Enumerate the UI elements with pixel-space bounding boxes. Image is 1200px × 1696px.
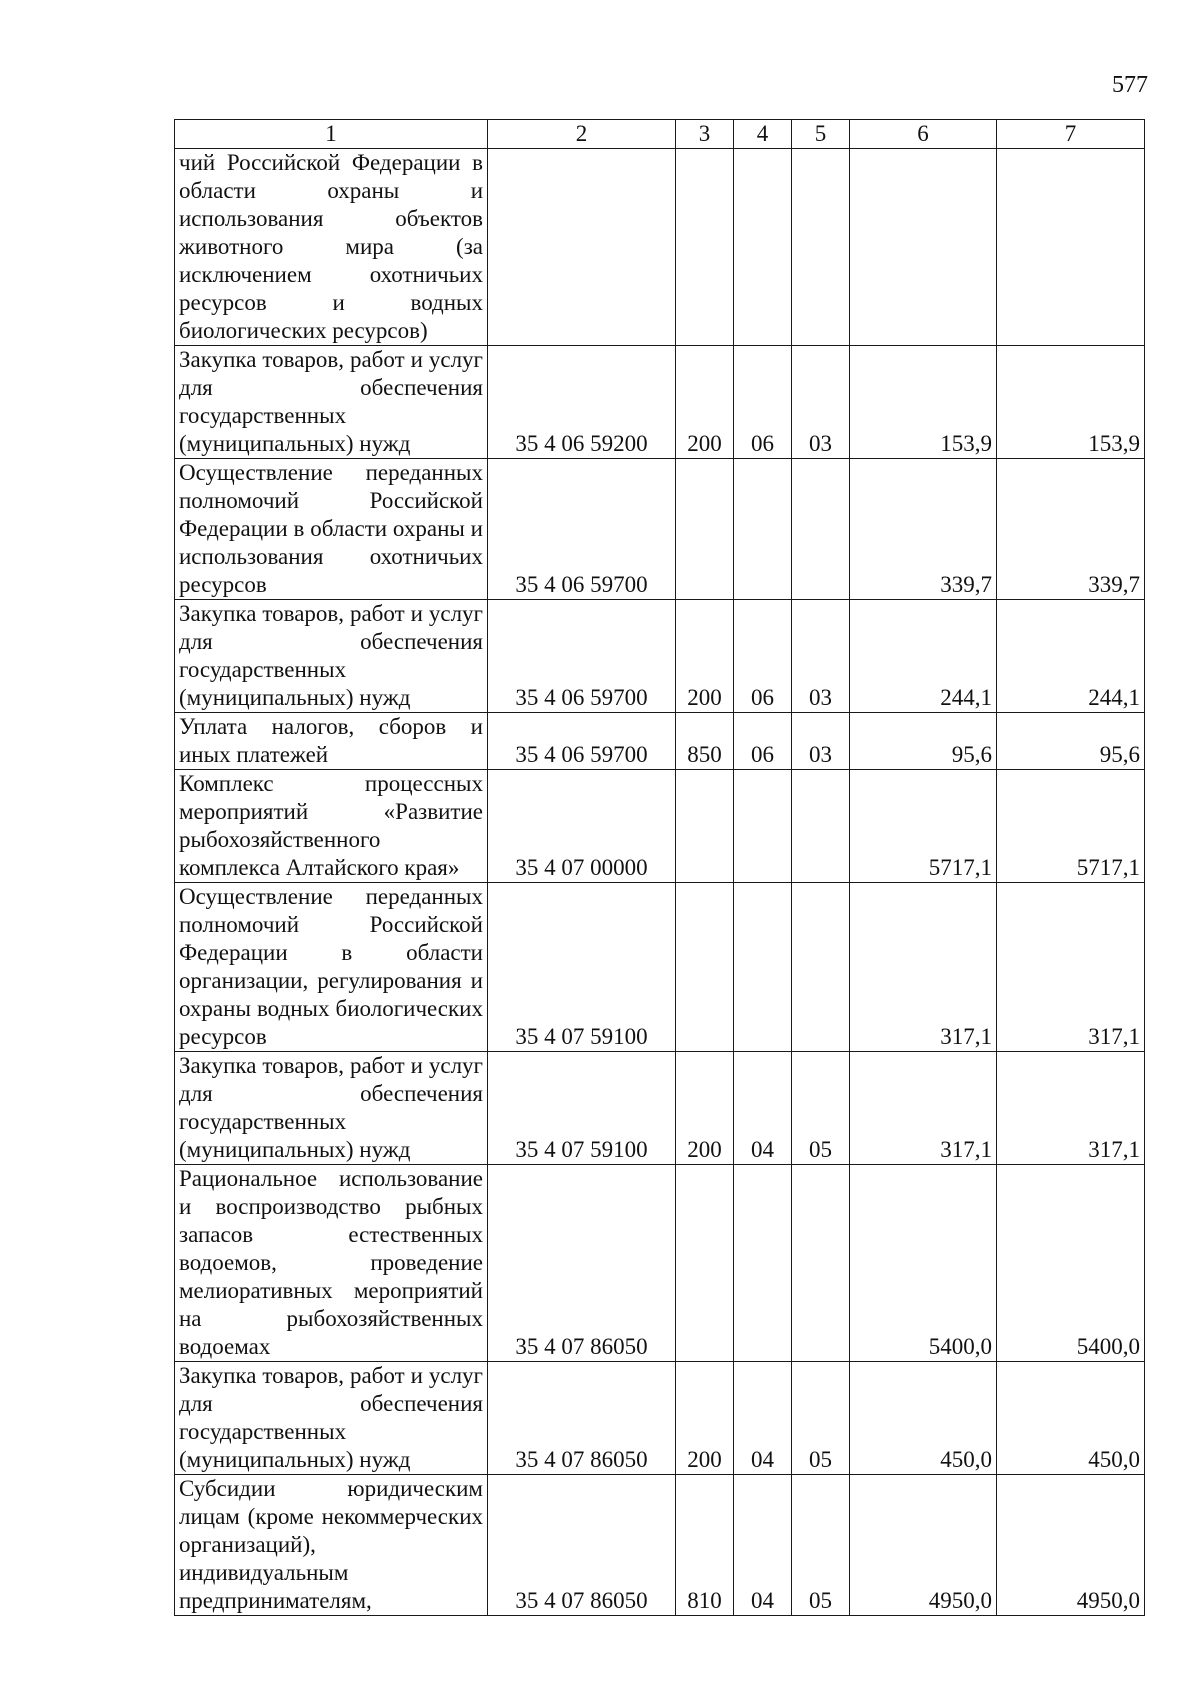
- row-col-7: 339,7: [997, 459, 1145, 600]
- row-col-4: 04: [734, 1052, 792, 1165]
- row-col-5: [792, 883, 850, 1052]
- row-name: Осуществление переданных полномочий Российской Федерации в области охраны и использования охотничьих ресурсов: [175, 459, 488, 600]
- row-col-6: 339,7: [850, 459, 997, 600]
- row-col-3: 850: [676, 713, 734, 770]
- table-row: [175, 1052, 1145, 1165]
- row-col-5: 03: [792, 713, 850, 770]
- row-col-4: 06: [734, 600, 792, 713]
- row-name: Закупка товаров, работ и услуг для обеспечения государственных (муниципальных) нужд: [175, 1052, 488, 1165]
- row-col-5: [792, 770, 850, 883]
- row-col-3: [676, 459, 734, 600]
- row-code: 35 4 06 59200: [488, 346, 676, 459]
- row-col-7: 317,1: [997, 883, 1145, 1052]
- row-col-6: 244,1: [850, 600, 997, 713]
- page-number: 577: [1112, 72, 1148, 98]
- row-col-6: 317,1: [850, 1052, 997, 1165]
- row-col-3: 200: [676, 1052, 734, 1165]
- row-col-3: 200: [676, 346, 734, 459]
- row-col-4: [734, 149, 792, 346]
- row-col-6: 153,9: [850, 346, 997, 459]
- table-row: [175, 149, 1145, 346]
- row-name: Рациональное использование и воспроизводство рыбных запасов естественных водоемов, проведение мелиоративных мероприятий на рыбохозяйственных водоемах: [175, 1165, 488, 1362]
- table-row: [175, 1475, 1145, 1616]
- header-col-4: 4: [734, 120, 792, 149]
- row-col-5: [792, 149, 850, 346]
- row-code: [488, 149, 676, 346]
- row-col-6: 5717,1: [850, 770, 997, 883]
- row-col-6: 95,6: [850, 713, 997, 770]
- row-col-7: 450,0: [997, 1362, 1145, 1475]
- row-col-4: 06: [734, 713, 792, 770]
- budget-table: [174, 119, 1145, 1616]
- row-col-5: 05: [792, 1475, 850, 1616]
- row-name: Закупка товаров, работ и услуг для обеспечения государственных (муниципальных) нужд: [175, 346, 488, 459]
- row-name: Закупка товаров, работ и услуг для обеспечения государственных (муниципальных) нужд: [175, 600, 488, 713]
- row-name: чий Российской Федерации в области охраны и использования объектов животного мира (за исключением охотничьих ресурсов и водных биологических ресурсов): [175, 149, 488, 346]
- row-col-5: [792, 1165, 850, 1362]
- row-col-3: 810: [676, 1475, 734, 1616]
- table-row: [175, 770, 1145, 883]
- row-col-6: 5400,0: [850, 1165, 997, 1362]
- header-col-2: 2: [488, 120, 676, 149]
- row-col-4: [734, 459, 792, 600]
- row-col-7: [997, 149, 1145, 346]
- row-col-7: 4950,0: [997, 1475, 1145, 1616]
- row-col-3: 200: [676, 1362, 734, 1475]
- row-col-5: 03: [792, 600, 850, 713]
- row-col-6: 450,0: [850, 1362, 997, 1475]
- row-name: Осуществление переданных полномочий Российской Федерации в области организации, регулирования и охраны водных биологических ресурсов: [175, 883, 488, 1052]
- table-row: [175, 600, 1145, 713]
- row-code: 35 4 07 86050: [488, 1165, 676, 1362]
- row-name: Закупка товаров, работ и услуг для обеспечения государственных (муниципальных) нужд: [175, 1362, 488, 1475]
- row-col-5: [792, 459, 850, 600]
- row-name: Уплата налогов, сборов и иных платежей: [175, 713, 488, 770]
- row-name: Субсидии юридическим лицам (кроме некоммерческих организаций), индивидуальным предпринимателям,: [175, 1475, 488, 1616]
- table-row: [175, 713, 1145, 770]
- table-row: [175, 1362, 1145, 1475]
- row-col-7: 317,1: [997, 1052, 1145, 1165]
- row-name: Комплекс процессных мероприятий «Развитие рыбохозяйственного комплекса Алтайского края»: [175, 770, 488, 883]
- row-col-4: 06: [734, 346, 792, 459]
- row-col-5: 05: [792, 1362, 850, 1475]
- row-col-3: [676, 1165, 734, 1362]
- row-col-4: [734, 770, 792, 883]
- row-col-3: [676, 883, 734, 1052]
- row-col-4: [734, 1165, 792, 1362]
- header-col-1: 1: [175, 120, 488, 149]
- row-code: 35 4 07 59100: [488, 1052, 676, 1165]
- header-row: [175, 120, 1145, 149]
- row-code: 35 4 06 59700: [488, 713, 676, 770]
- table-row: [175, 346, 1145, 459]
- row-code: 35 4 06 59700: [488, 459, 676, 600]
- row-code: 35 4 07 00000: [488, 770, 676, 883]
- row-col-7: 5717,1: [997, 770, 1145, 883]
- table-row: [175, 883, 1145, 1052]
- row-col-7: 244,1: [997, 600, 1145, 713]
- header-col-3: 3: [676, 120, 734, 149]
- table-row: [175, 1165, 1145, 1362]
- row-col-6: 317,1: [850, 883, 997, 1052]
- row-col-4: 04: [734, 1475, 792, 1616]
- row-col-5: 05: [792, 1052, 850, 1165]
- row-code: 35 4 07 59100: [488, 883, 676, 1052]
- row-col-4: 04: [734, 1362, 792, 1475]
- row-col-5: 03: [792, 346, 850, 459]
- row-code: 35 4 07 86050: [488, 1475, 676, 1616]
- header-col-5: 5: [792, 120, 850, 149]
- row-col-6: 4950,0: [850, 1475, 997, 1616]
- row-code: 35 4 07 86050: [488, 1362, 676, 1475]
- header-col-7: 7: [997, 120, 1145, 149]
- table-row: [175, 459, 1145, 600]
- row-col-3: [676, 149, 734, 346]
- row-col-3: 200: [676, 600, 734, 713]
- row-col-3: [676, 770, 734, 883]
- row-code: 35 4 06 59700: [488, 600, 676, 713]
- header-col-6: 6: [850, 120, 997, 149]
- row-col-7: 95,6: [997, 713, 1145, 770]
- row-col-6: [850, 149, 997, 346]
- row-col-4: [734, 883, 792, 1052]
- row-col-7: 153,9: [997, 346, 1145, 459]
- row-col-7: 5400,0: [997, 1165, 1145, 1362]
